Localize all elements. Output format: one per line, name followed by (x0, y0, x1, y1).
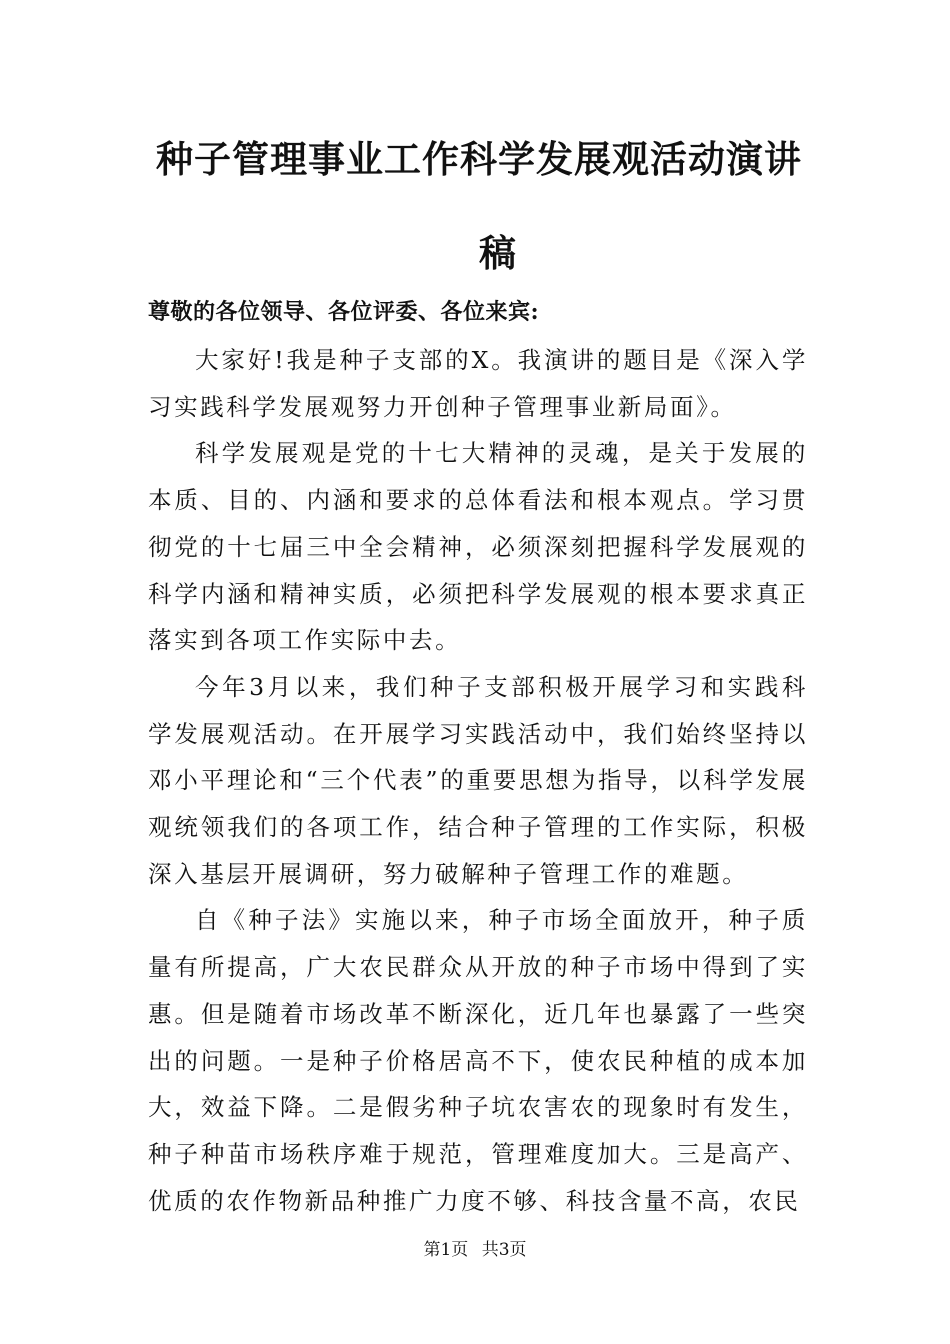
title-line-1: 种子管理事业工作科学发展观活动演讲 (156, 137, 802, 181)
document-title (148, 112, 808, 300)
paragraph: 自《种子法》实施以来，种子市场全面放开，种子质量有所提高，广大农民群众从开放的种子市场中得到了实惠。但是随着市场改革不断深化，近几年也暴露了一些突出的问题。一是种子价格居高不下，使农民种植的成本加大，效益下降。二是假劣种子坑农害农的现象时有发生，种子种苗市场秩序难于规范，管理难度加大。三是高产、优质的农作物新品种推广力度不够、科技含量不高，农民 (148, 906, 808, 1215)
title-line-2: 稿 (479, 231, 517, 275)
page-number: 第1页 (423, 1240, 469, 1260)
paragraph: 大家好!我是种子支部的X。我演讲的题目是《深入学习实践科学发展观努力开创种子管理事业新局面》。 (148, 346, 808, 421)
paragraph: 今年3月以来，我们种子支部积极开展学习和实践科学发展观活动。在开展学习实践活动中，我们始终坚持以邓小平理论和“三个代表”的重要思想为指导，以科学发展观统领我们的各项工作，结合种子管理的工作实际，积极深入基层开展调研，努力破解种子管理工作的难题。 (148, 672, 808, 888)
page-total: 共3页 (481, 1240, 527, 1260)
document-body (148, 337, 808, 1224)
page-footer (0, 1238, 950, 1262)
salutation: 尊敬的各位领导、各位评委、各位来宾: (148, 299, 540, 325)
paragraph: 科学发展观是党的十七大精神的灵魂，是关于发展的本质、目的、内涵和要求的总体看法和根本观点。学习贯彻党的十七届三中全会精神，必须深刻把握科学发展观的科学内涵和精神实质，必须把科学发展观的根本要求真正落实到各项工作实际中去。 (148, 439, 808, 655)
